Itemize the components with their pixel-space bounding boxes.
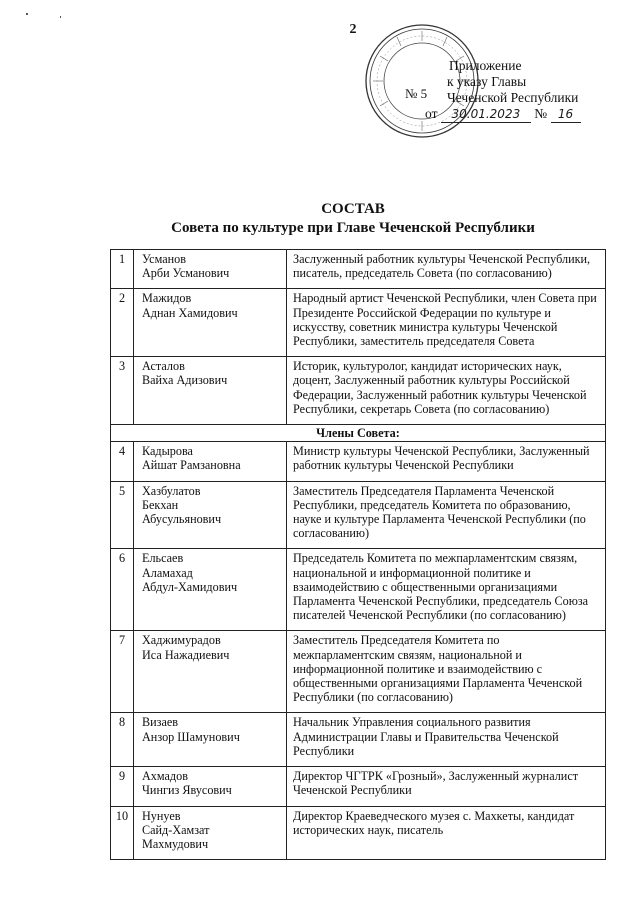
- members-header: Члены Совета:: [111, 425, 606, 442]
- annex-line-1: Приложение: [449, 58, 522, 73]
- member-name: Усманов Арби Усманович: [134, 250, 287, 289]
- table-row: [111, 549, 606, 631]
- document-title: [0, 200, 640, 238]
- date-prefix: от: [425, 106, 438, 121]
- row-number: 8: [111, 713, 134, 767]
- member-name: Нунуев Сайд-Хамзат Махмудович: [134, 806, 287, 860]
- member-position: Начальник Управления социального развития Администрации Главы и Правительства Чеченской Республики: [287, 713, 606, 767]
- member-position: Председатель Комитета по межпарламентским связям, национальной и информационной политике и взаимодействию с общественными организациями Парламента Чеченской Республики, председатель Союза писателей Чеченской Республики (по согласованию): [287, 549, 606, 631]
- member-position: Заместитель Председателя Комитета по межпарламентским связям, национальной и информационной политике и взаимодействию с общественными организациями Парламента Чеченской Республики (по согласованию): [287, 631, 606, 713]
- annex-line-2: к указу Главы: [447, 74, 527, 89]
- member-position: Историк, культуролог, кандидат исторических наук, доцент, Заслуженный работник культуры Российской Федерации, Заслуженный работник культуры Чеченской Республики, секретарь Совета (по согласованию): [287, 357, 606, 425]
- table-body: [111, 250, 606, 860]
- title-line-2: Совета по культуре при Главе Чеченской Республики: [171, 220, 535, 236]
- member-position: Народный артист Чеченской Республики, член Совета при Президенте Российской Федерации по культуре и искусству, советник министра культуры Чеченской Республики, заместитель председателя Совета: [287, 289, 606, 357]
- member-position: Заслуженный работник культуры Чеченской Республики, писатель, председатель Совета (по согласованию): [287, 250, 606, 289]
- council-composition-table: [110, 249, 606, 860]
- member-position: Министр культуры Чеченской Республики, Заслуженный работник культуры Чеченской Республики: [287, 442, 606, 481]
- member-name: Визаев Анзор Шамунович: [134, 713, 287, 767]
- member-name: Хаджимурадов Иса Нажадиевич: [134, 631, 287, 713]
- table-row: [111, 357, 606, 425]
- annex-date-line: [425, 106, 625, 123]
- scan-speck: [60, 16, 61, 18]
- table-row: [111, 806, 606, 860]
- member-name: Ахмадов Чингиз Явусович: [134, 767, 287, 806]
- table-row: [111, 713, 606, 767]
- table-row: [111, 442, 606, 481]
- table-row: [111, 481, 606, 549]
- page-number: 2: [349, 22, 357, 37]
- number-prefix: №: [534, 106, 548, 121]
- row-number: 3: [111, 357, 134, 425]
- table-row: [111, 767, 606, 806]
- members-header-row: [111, 425, 606, 442]
- table-row: [111, 631, 606, 713]
- annex-line-3: Чеченской Республики: [447, 90, 579, 105]
- row-number: 4: [111, 442, 134, 481]
- row-number: 6: [111, 549, 134, 631]
- row-number: 10: [111, 806, 134, 860]
- row-number: 7: [111, 631, 134, 713]
- row-number: 5: [111, 481, 134, 549]
- member-position: Директор ЧГТРК «Грозный», Заслуженный журналист Чеченской Республики: [287, 767, 606, 806]
- member-name: Асталов Вайха Адизович: [134, 357, 287, 425]
- member-name: Хазбулатов Бекхан Абусульянович: [134, 481, 287, 549]
- member-name: Мажидов Аднан Хамидович: [134, 289, 287, 357]
- annex-block: [425, 58, 625, 123]
- handwritten-number: 16: [551, 106, 581, 123]
- row-number: 9: [111, 767, 134, 806]
- member-name: Ельсаев Аламахад Абдул-Хамидович: [134, 549, 287, 631]
- row-number: 2: [111, 289, 134, 357]
- table-row: [111, 289, 606, 357]
- row-number: 1: [111, 250, 134, 289]
- member-position: Заместитель Председателя Парламента Чеченской Республики, председатель Комитета по образованию, науке и культуре Парламента Чеченской Республики (по согласованию): [287, 481, 606, 549]
- table-row: [111, 250, 606, 289]
- handwritten-date: 30.01.2023: [441, 106, 531, 123]
- scan-speck: [26, 13, 28, 15]
- member-name: Кадырова Айшат Рамзановна: [134, 442, 287, 481]
- title-line-1: СОСТАВ: [321, 201, 385, 217]
- member-position: Директор Краеведческого музея с. Махкеты, кандидат исторических наук, писатель: [287, 806, 606, 860]
- stamp-number: № 5: [405, 86, 428, 101]
